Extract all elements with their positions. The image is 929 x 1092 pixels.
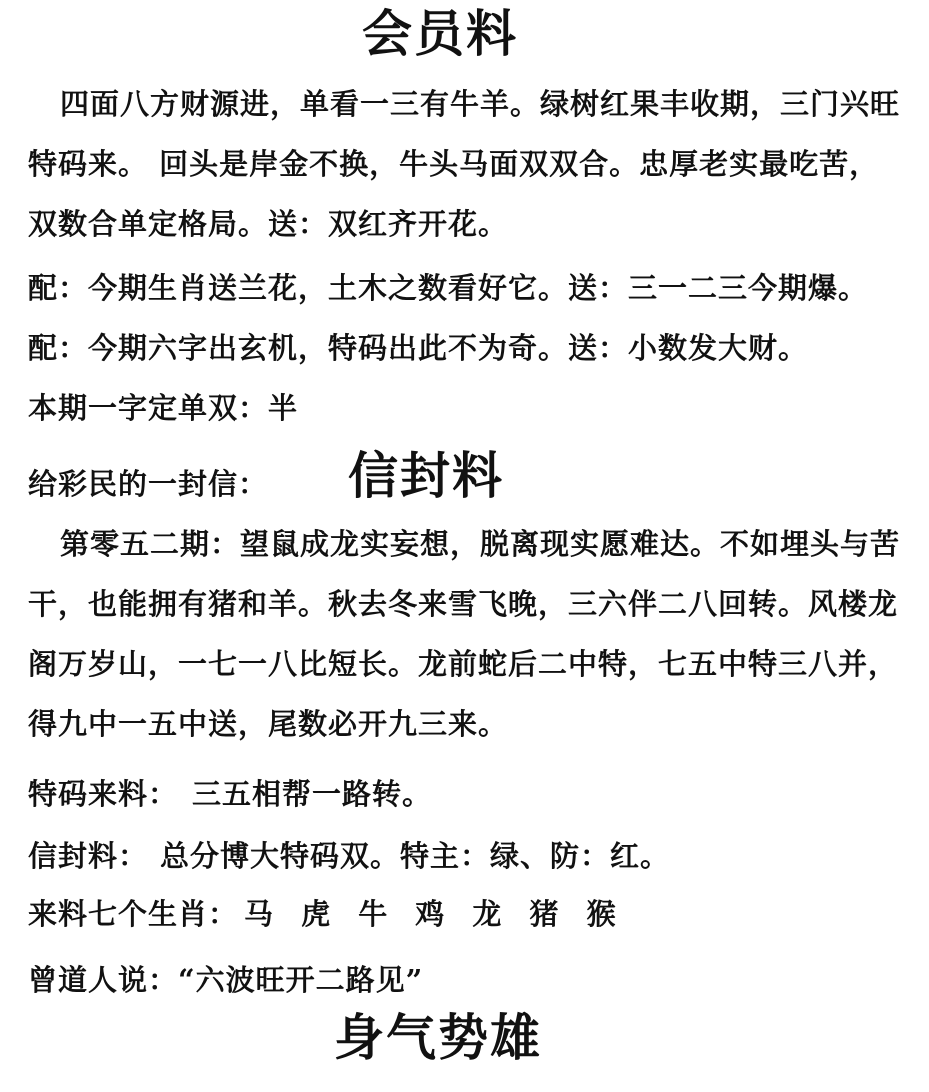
envelope-value: 总分博大特码双。特主：绿、防：红。 xyxy=(160,839,671,873)
pei-line-2: 配：今期六字出玄机，特码出此不为奇。送：小数发大财。 xyxy=(28,331,809,365)
envelope-line xyxy=(28,834,670,878)
special-code-value: 三五相帮一路转。 xyxy=(192,777,433,811)
zodiac-values: 马 虎 牛 鸡 龙 猪 猴 xyxy=(244,897,625,931)
letter-title: 信封料 xyxy=(348,446,504,505)
single-double-line: 本期一字定单双：半 xyxy=(28,391,299,425)
letter-intro: 给彩民的一封信： xyxy=(28,467,269,501)
pei-line-1: 配：今期生肖送兰花，土木之数看好它。送：三一二三今期爆。 xyxy=(28,271,869,305)
member-paragraph: 四面八方财源进，单看一三有牛羊。绿树红果丰收期，三门兴旺特码来。 回头是岸金不换，牛头马面双双合。忠厚老实最吃苦，双数合单定格局。送：双红齐开花。 xyxy=(28,87,901,241)
zodiac-label: 来料七个生肖： xyxy=(28,897,239,931)
special-code-line xyxy=(28,772,432,816)
taoist-line: 曾道人说：“六波旺开二路见” xyxy=(28,963,424,997)
envelope-label: 信封料： xyxy=(28,839,149,873)
member-title: 会员料 xyxy=(362,4,518,63)
zodiac-line xyxy=(28,892,625,936)
letter-paragraph: 第零五二期：望鼠成龙实妄想，脱离现实愿难达。不如埋头与苦干，也能拥有猪和羊。秋去冬来雪飞晚，三六伴二八回转。风楼龙阁万岁山，一七一八比短长。龙前蛇后二中特，七五中特三八并，得九中一五中送，尾数必开九三来。 xyxy=(28,527,901,741)
bottom-title: 身气势雄 xyxy=(334,1008,542,1067)
special-code-label: 特码来料： xyxy=(28,777,179,811)
